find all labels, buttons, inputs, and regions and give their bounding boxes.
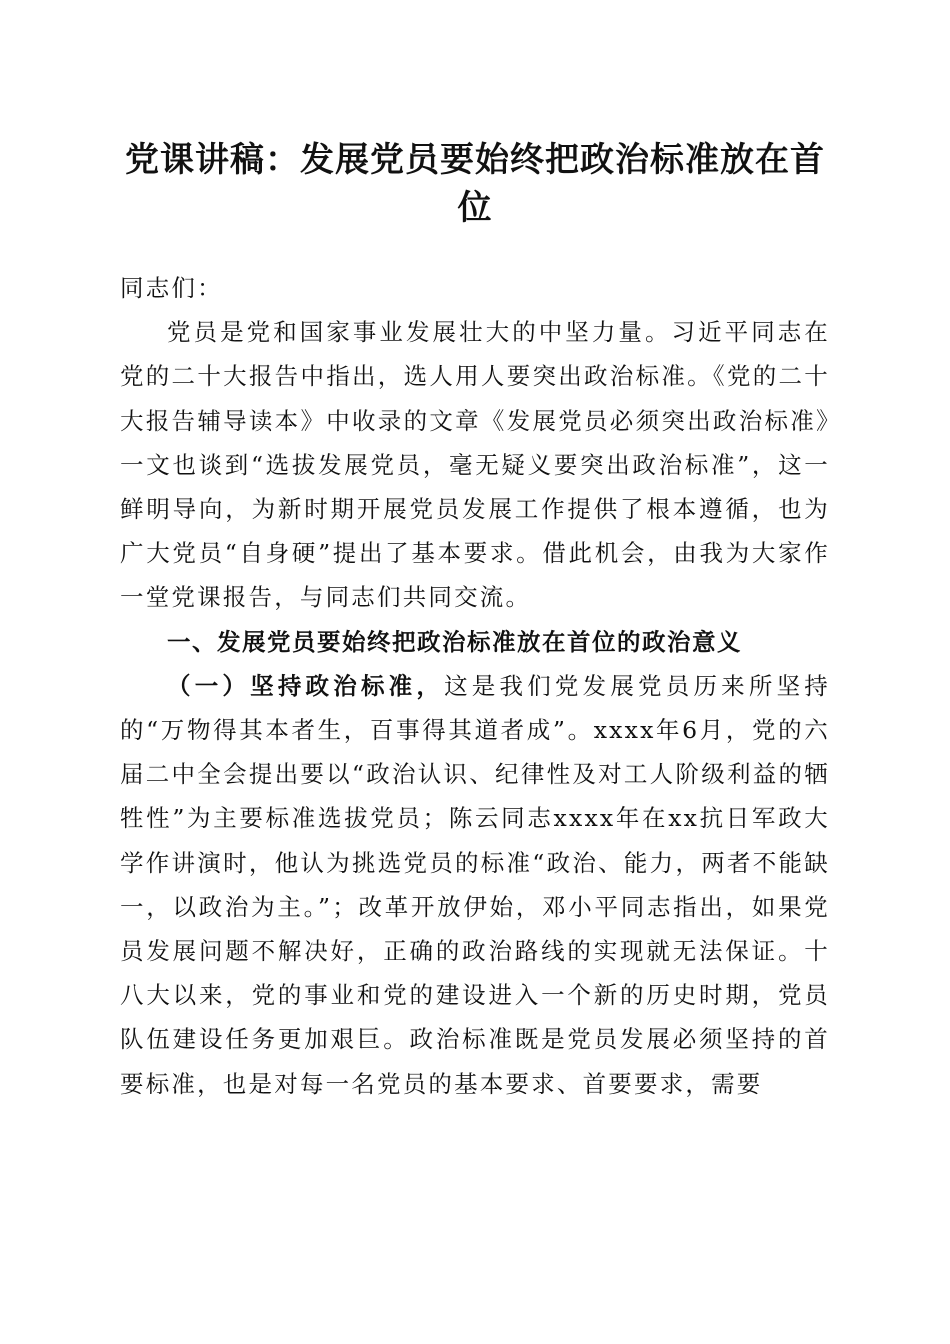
subsection-body: 这是我们党发展党员历来所坚持的“万物得其本者生，百事得其道者成”。xxxx年6月，党的六届二中全会提出要以“政治认识、纪律性及对工人阶级利益的牺牲性”为主要标准选拔党员；陈云同志xxxx年在xx抗日军政大学作讲演时，他认为挑选党员的标准“政治、能力，两者不能缺一，以政治为主。”；改革开放伊始，邓小平同志指出，如果党员发展问题不解决好，正确的政治路线的实现就无法保证。十八大以来，党的事业和党的建设进入一个新的历史时期，党员队伍建设任务更加艰巨。政治标准既是党员发展必须坚持的首要标准，也是对每一名党员的基本要求、首要要求，需要 <box>120 671 830 1098</box>
intro-paragraph: 党员是党和国家事业发展壮大的中坚力量。习近平同志在党的二十大报告中指出，选人用人要突出政治标准。《党的二十大报告辅导读本》中收录的文章《发展党员必须突出政治标准》一文也谈到“选拔发展党员，毫无疑义要突出政治标准”，这一鲜明导向，为新时期开展党员发展工作提供了根本遵循，也为广大党员“自身硬”提出了基本要求。借此机会，由我为大家作一堂党课报告，与同志们共同交流。 <box>120 318 830 612</box>
document-body <box>120 266 830 1106</box>
subsection-lead: （一）坚持政治标准， <box>167 671 445 700</box>
section-heading-1: 一、发展党员要始终把政治标准放在首位的政治意义 <box>167 627 742 656</box>
document-title: 党课讲稿：发展党员要始终把政治标准放在首位 <box>125 140 825 228</box>
salutation: 同志们： <box>120 274 223 302</box>
section-1-paragraph-1 <box>120 664 830 1106</box>
